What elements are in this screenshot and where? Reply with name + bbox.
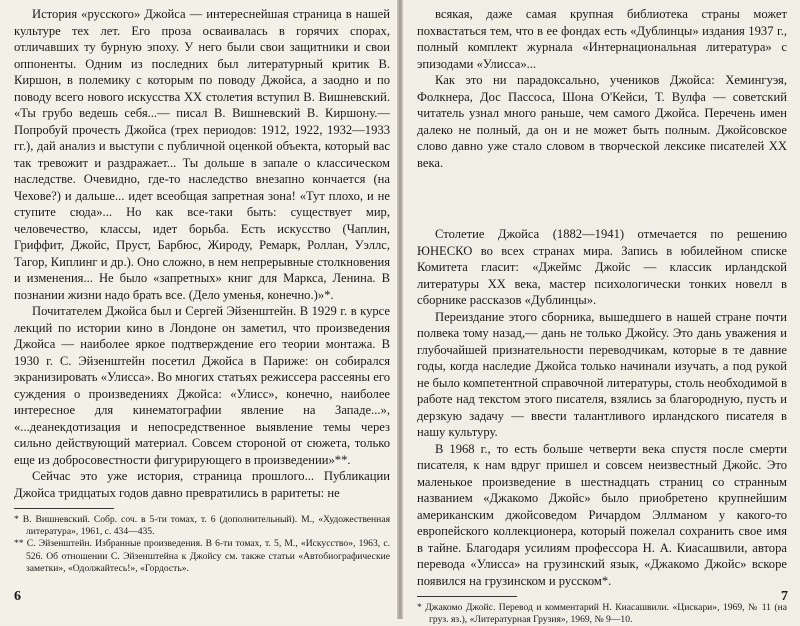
left-text-column — [14, 6, 390, 575]
page-number: 6 — [14, 589, 21, 604]
right-page — [403, 0, 800, 626]
page-number: 7 — [781, 589, 788, 604]
footnote: ** С. Эйзенштейн. Избранные произведения. В 6-ти томах, т. 5, М., «Искусство», 1963, с. 526. Об отношении С. Эйзенштейна к Джойсу см. также статьи «Автобиографические заметки», «Одолжайтесь!», «Гордость». — [14, 538, 390, 574]
paragraph: Сейчас это уже история, страница прошлого... Публикации Джойса тридцатых годов давно превратились в раритеты: не — [14, 469, 390, 500]
paragraph: всякая, даже самая крупная библиотека страны может похвастаться тем, что в ее фондах есть «Дублинцы» издания 1937 г., полный комплект журнала «Интернациональная литература» с эпизодами «Улисса»... — [417, 7, 787, 71]
footnote: * Джакомо Джойс. Перевод и комментарий Н. Киасашвили. «Цискари», 1969, № 11 (на груз. яз.), «Литературная Грузия», 1969, № 9—10. — [417, 602, 787, 626]
left-page — [0, 0, 397, 619]
section-break — [417, 171, 787, 226]
paragraph: Столетие Джойса (1882—1941) отмечается по решению ЮНЕСКО во всех странах мира. Запись в юбилейном списке Комитета гласит: «Джеймс Джойс — классик ирландской литературы XX века, мастер психологически тонких новелл в сборнике рассказов «Дублинцы». — [417, 227, 787, 307]
paragraph: В 1968 г., то есть больше четверти века спустя после смерти писателя, к нам вдруг пришел и совсем неизвестный Джойс. Это маленькое произведение в шестнадцать страниц со странным названием «Джакомо Джойс» было приобретено крупнейшим американским джойсоведом Ричардом Эллманом у какого-то европейского коллекционера, который пожелал сохранить свое имя в тайне. Благодаря усилиям профессора Н. А. Киасашвили, автора перевода «Улисса» на грузинский язык, «Джакомо Джойс» вскоре появился на грузинском и русском*. — [417, 441, 787, 588]
paragraph: Как это ни парадоксально, учеников Джойса: Хемингуэя, Фолкнера, Дос Пассоса, Шона О'Кейси, Т. Вулфа — советский читатель узнал много раньше, чем самого Джойса. Перечень имен далеко не полный, да он и не может быть полным. Джойсовское слово давно уже стало словом в творческой лексике писателей XX века. — [417, 73, 787, 170]
paragraph: Почитателем Джойса был и Сергей Эйзенштейн. В 1929 г. в курсе лекций по истории кино в Лондоне он заметил, что произведения Джойса — наиболее яркое подтверждение его теории монтажа. В 1930 г. С. Эйзенштейн посетил Джойса в Париже: он собирался экранизировать «Улисса». Во многих статьях режиссера рассеяны его суждения о произведениях Джойса: «Улисс», конечно, наиболее интересное для кинематографии явление на Западе...», «...деанекдотизация и непосредственное выявление темы через сильно действующий материал. Совсем стороной от сюжета, только еще из добросовестности фигурирующего в произведении»**. — [14, 304, 390, 467]
footnote-divider — [14, 508, 114, 509]
right-text-column — [417, 6, 787, 626]
paragraph: Переиздание этого сборника, вышедшего в нашей стране почти полвека тому назад,— дань не только Джойсу. Это дань уважения и глубочайшей признательности переводчикам, которые в те давние годы, когда наследие Джойса только начинали изучать, а под рукой не было компетентной справочной литературы, столь необходимой в работе над текстом этого писателя, взялись за благородную, пусть и дерзкую задачу — ввести талантливого ирландского писателя в нашу культуру. — [417, 309, 787, 439]
footnote: * В. Вишневский. Собр. соч. в 5-ти томах, т. 6 (дополнительный). М., «Художественная литература», 1961, с. 434—435. — [14, 514, 390, 538]
paragraph: История «русского» Джойса — интереснейшая страница в нашей культуре тех лет. Его проза осваивалась в горячих спорах, отличавших ту бурную эпоху. У него были свои защитники и свои оппоненты. Одним из последних был литературный критик В. Киршон, в полемику с которым по поводу Джойса, а заодно и по поводу всего нового искусства XX столетия вступил В. Вишневский. «Ты грубо ведешь себя...— писал В. Вишневский В. Киршону.— Попробуй прочесть Джойса (трех периодов: 1912, 1922, 1932—1933 гг.), дай анализ и выступи с публичной оценкой объекта, который вас так тревожит и раздражает... Ты дольше в запале о классическом наследстве. Очевидно, где-то наследство внезапно кончается (на Чехове?) и дальше... идет всеобщая запретная зона! «Тут плохо, и не ступите сюда»... Но как все-таки быть: существует мир, человечество, классы, идет борьба. Есть искусство (Чаплин, Гриффит, Джойс, Пруст, Барбюс, Жироду, Ремарк, Роллан, Уэллс, Тагор, Киплинг и др.). Оно сложно, в нем непрерывные столкновения и изменения... Не было «запретных» книг для Маркса, Ленина. В познании жизни надо брать все. (Дело уменья, конечно.)»*. — [14, 7, 390, 302]
footnote-divider — [417, 596, 517, 597]
